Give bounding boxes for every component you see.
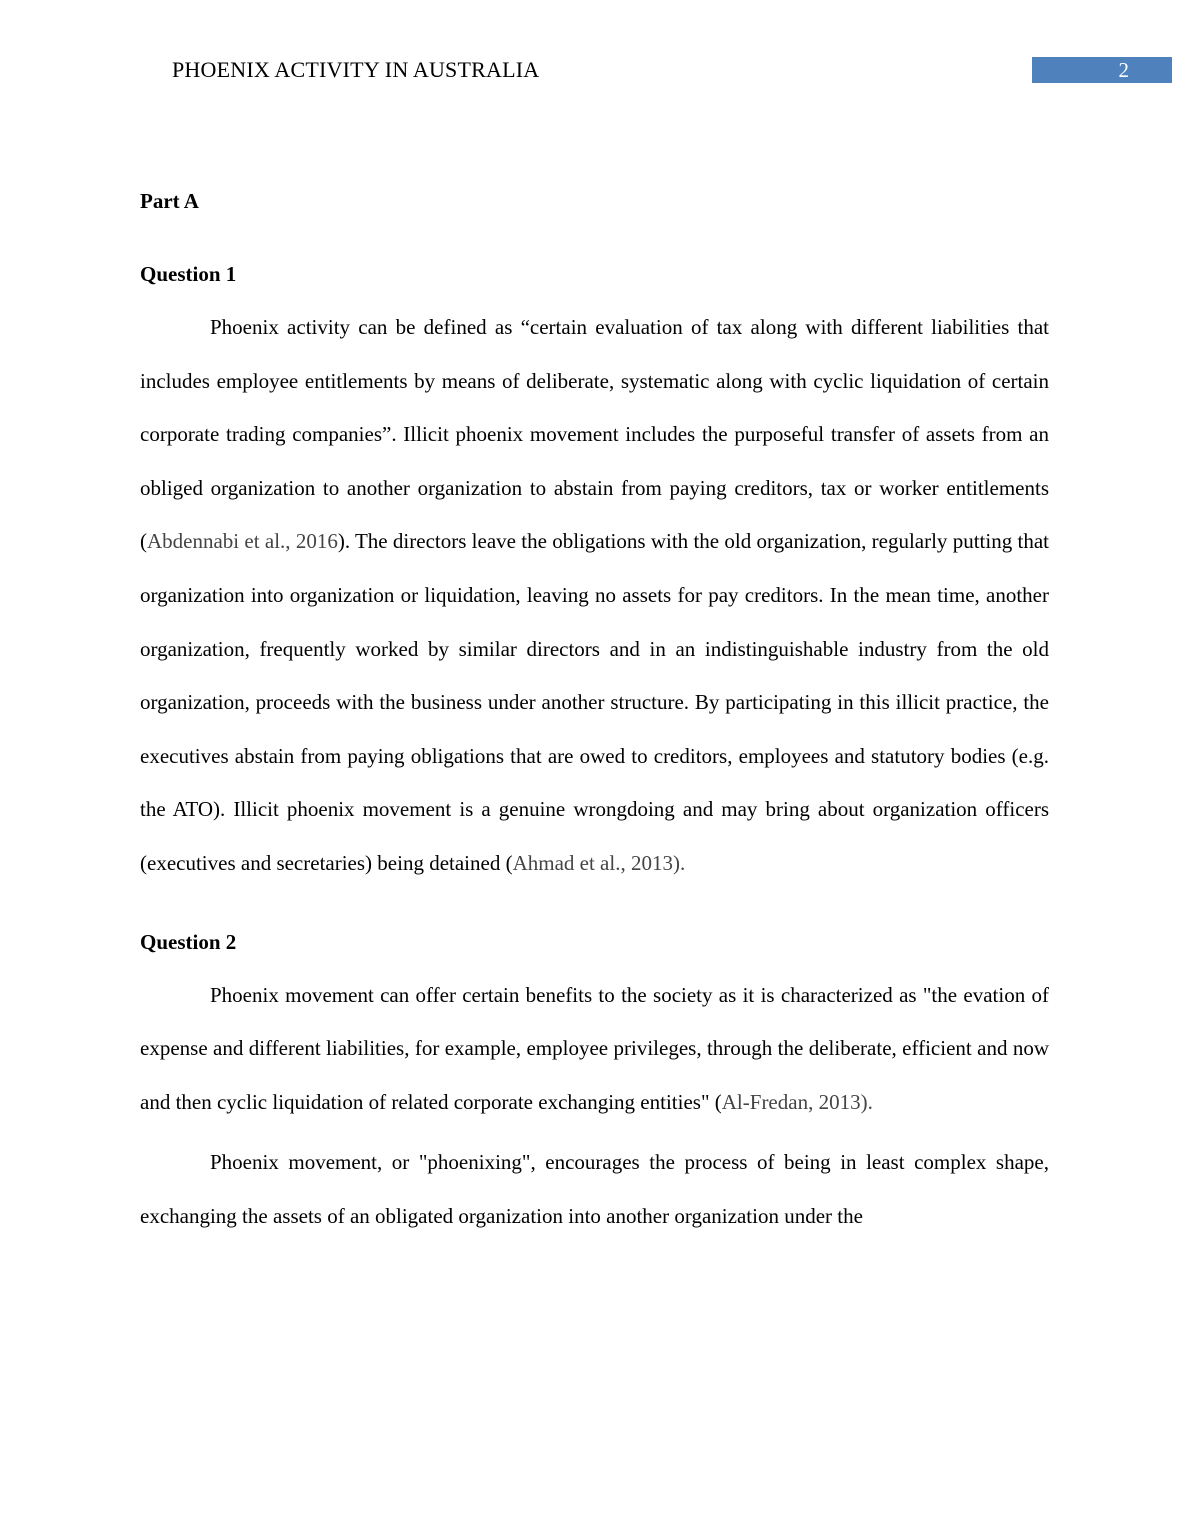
paragraph-text: Phoenix movement can offer certain benefits to the society as it is characterized as "the evation of expense and different liabilities, for example, employee privileges, through the deliberate, efficient and now and then cyclic liquidation of related corporate exchanging entities" ( [140, 982, 1049, 1114]
paragraph-text: Phoenix activity can be defined as “certain evaluation of tax along with different liabilities that includes employee entitlements by means of deliberate, systematic along with cyclic liquidation of certain corporate trading companies”. Illicit phoenix movement includes the purposeful transfer of assets from an obliged organization to another organization to abstain from paying creditors, tax or worker entitlements ( [140, 315, 1049, 554]
question-1-paragraph [140, 301, 1049, 891]
page-number-box [1032, 57, 1172, 83]
question-2-paragraph-1 [140, 969, 1049, 1130]
paragraph-text: ). The directors leave the obligations with the old organization, regularly putting that organization into organization or liquidation, leaving no assets for pay creditors. In the mean time, another organization, frequently worked by similar directors and in an indistinguishable industry from the old organization, proceeds with the business under another structure. By participating in this illicit practice, the executives abstain from paying obligations that are owed to creditors, employees and statutory bodies (e.g. the ATO). Illicit phoenix movement is a genuine wrongdoing and may bring about organization officers (executives and secretaries) being detained ( [140, 529, 1049, 875]
document-body [140, 187, 1049, 1244]
citation-al-fredan: Al-Fredan, 2013 [721, 1089, 861, 1114]
question-1-heading: Question 1 [140, 262, 237, 286]
citation-ahmad: Ahmad et al., 2013 [512, 850, 673, 875]
running-head-title: PHOENIX ACTIVITY IN AUSTRALIA [172, 57, 540, 82]
question-2-paragraph-2: Phoenix movement, or "phoenixing", encourages the process of being in least complex shape, exchanging the assets of an obligated organization into another organization under the [140, 1150, 1049, 1228]
page-number: 2 [1118, 58, 1129, 82]
question-2-heading: Question 2 [140, 929, 237, 954]
paragraph-text: ). [672, 850, 686, 875]
part-heading: Part A [140, 189, 199, 213]
paragraph-text: ). [860, 1089, 873, 1114]
citation-abdennabi: Abdennabi et al., 2016 [147, 529, 338, 554]
